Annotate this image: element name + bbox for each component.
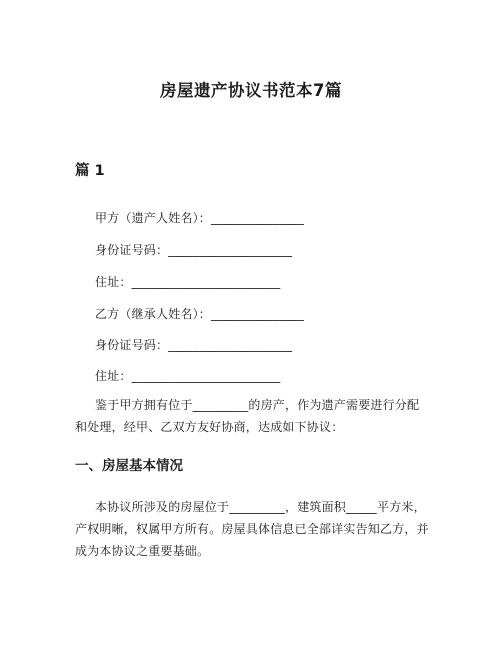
section-heading: 篇 1 (75, 163, 105, 179)
party-a-name-field: 甲方（遗产人姓名）：_______________ (95, 211, 305, 225)
property-info-paragraph: 本协议所涉及的房屋位于_________，建筑面积_____平方米，产权明晰，权属甲方所有。房屋具体信息已全部详实告知乙方，并成为本协议之重要基础。 (75, 500, 429, 558)
party-b-address-field: 住址：________________________ (95, 369, 281, 383)
party-a-id-field: 身份证号码：____________________ (95, 243, 293, 257)
intro-paragraph: 鉴于甲方拥有位于_________的房产，作为遗产需要进行分配和处理，经甲、乙双方友好协商，达成如下协议： (75, 398, 420, 434)
party-b-id-field: 身份证号码：____________________ (95, 338, 293, 352)
subsection-heading: 一、房屋基本情况 (75, 458, 183, 474)
document-title: 房屋遗产协议书范本7篇 (160, 81, 342, 100)
party-a-address-field: 住址：________________________ (95, 275, 281, 289)
party-b-name-field: 乙方（继承人姓名）：_______________ (95, 307, 305, 321)
